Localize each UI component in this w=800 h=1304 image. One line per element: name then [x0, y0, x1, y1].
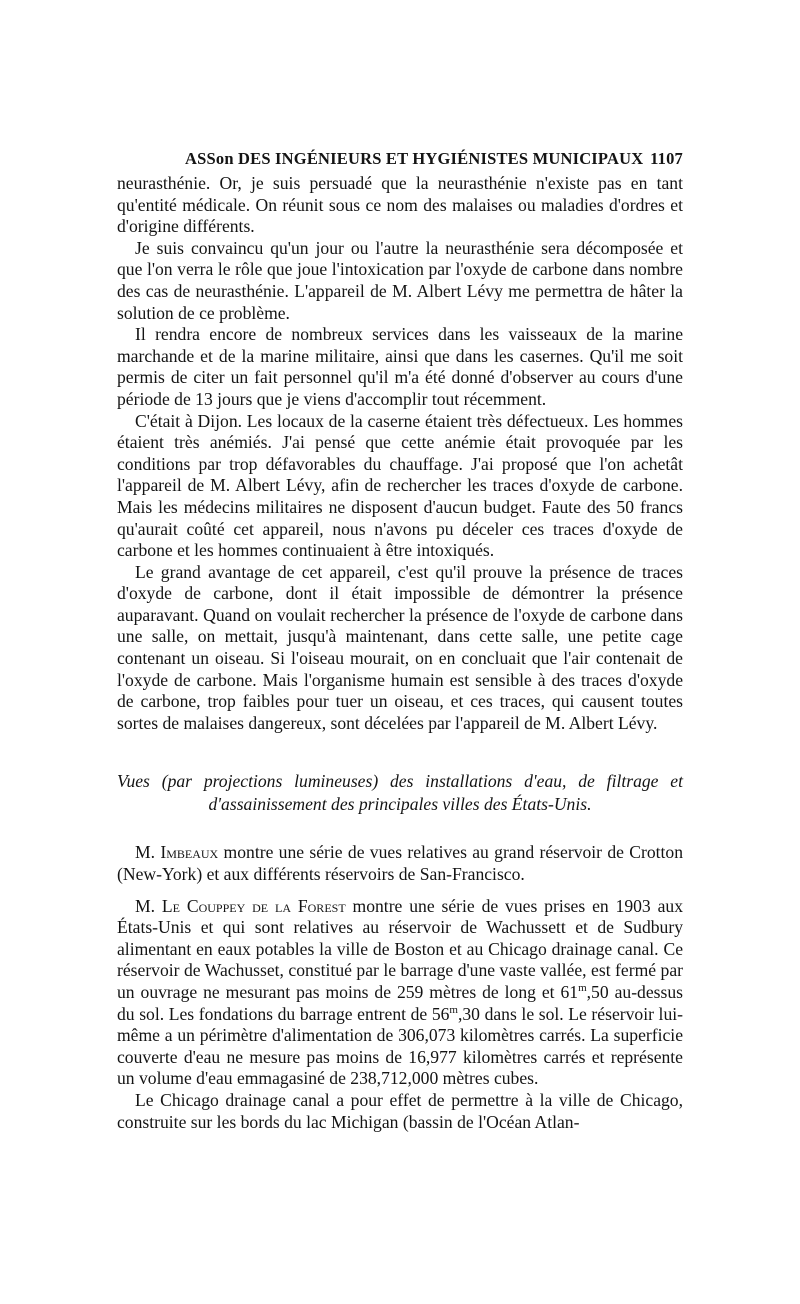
- paragraph: [117, 896, 683, 1090]
- running-header: [117, 145, 683, 173]
- paragraph: Le Chicago drainage canal a pour effet de permettre à la ville de Chicago, construite sur les bords du lac Michigan (bassin de l'Océan Atlan-: [117, 1089, 683, 1132]
- paragraph-text: montre une série de vues relatives au grand réservoir de Crotton (New-York) et aux différents réservoirs de San-Francisco.: [117, 842, 684, 885]
- document-page: [117, 145, 683, 1133]
- paragraph: neurasthénie. Or, je suis persuadé que la neurasthénie n'existe pas en tant qu'entité médicale. On réunit sous ce nom des malaises ou maladies d'ordres et d'origine différents.: [117, 173, 683, 237]
- speaker-name: Imbeaux: [160, 842, 219, 863]
- paragraph: Le grand avantage de cet appareil, c'est qu'il prouve la présence de traces d'oxyde de carbone, dont il était impossible de démontrer la présence auparavant. Quand on voulait rechercher la présence de l'oxyde de carbone dans une salle, on mettait, jusqu'à maintenant, dans cette salle, une petite cage contenant un oiseau. Si l'oiseau mourait, on en concluait que l'air contenait de l'oxyde de carbone. Mais l'organisme humain est sensible à des traces d'oxyde de carbone, trop faibles pour tuer un oiseau, et ces traces, qui causent toutes sortes de malaises dangereux, sont décelées par l'appareil de M. Albert Lévy.: [117, 561, 683, 733]
- paragraph-gap: [117, 886, 683, 896]
- paragraph: C'était à Dijon. Les locaux de la caserne étaient très défectueux. Les hommes étaient très anémiés. J'ai pensé que cette anémie était provoquée par les conditions par trop défavorables du chauffage. J'ai proposé que l'on achetât l'appareil de M. Albert Lévy, afin de rechercher les traces d'oxyde de carbone. Mais les médecins militaires ne disposent d'aucun budget. Faute des 50 francs qu'aurait coûté cet appareil, nous n'avons pu déceler ces traces d'oxyde de carbone et les hommes continuaient à être intoxiqués.: [117, 410, 683, 561]
- superscript-unit: m: [449, 1003, 458, 1016]
- paragraph: Il rendra encore de nombreux services dans les vaisseaux de la marine marchande et de la marine militaire, ainsi que dans les casernes. Qu'il me soit permis de citer un fait personnel qu'il m'a été donné d'observer au cours d'une période de 13 jours que je viens d'accomplir tout récemment.: [117, 324, 683, 409]
- body-text-continued: [117, 842, 683, 1133]
- speaker-prefix: M.: [135, 895, 156, 916]
- body-text: [117, 173, 683, 734]
- header-title: ASSon DES INGÉNIEURS ET HYGIÉNISTES MUNICIPAUX: [185, 149, 644, 168]
- paragraph-text: ,50 au-dessus du sol. Les fondations du barrage entrent de 56: [117, 982, 683, 1024]
- paragraph: Je suis convaincu qu'un jour ou l'autre la neurasthénie sera décomposée et que l'on verra le rôle que joue l'intoxication par l'oxyde de carbone dans nombre des cas de neurasthénie. L'appareil de M. Albert Lévy me permettra de hâter la solution de ce problème.: [117, 237, 683, 323]
- page-number: 1107: [650, 149, 683, 168]
- section-heading-line: d'assainissement des principales villes des États-Unis.: [208, 794, 592, 815]
- paragraph-text: montre une série de vues prises en 1903 aux États-Unis et qui sont relatives au réservoir de Wachussett et de Sudbury alimentant en eaux potables la ville de Boston et au Chicago drainage canal. Ce réservoir de Wachusset, constitué par le barrage d'une vaste vallée, est fermé par un ouvrage ne mesurant pas moins de 259 mètres de long et 61: [117, 895, 683, 1002]
- section-heading: [117, 770, 683, 816]
- speaker-name: Le Couppey de la Forest: [161, 895, 346, 916]
- paragraph-text: ,30 dans le sol. Le réservoir lui-même a un périmètre d'alimentation de 306,073 kilomètres carrés. La superficie couverte d'eau ne mesure pas moins de 16,977 kilomètres carrés et représente un volume d'eau emmagasiné de 238,712,000 mètres cubes.: [117, 1003, 683, 1089]
- paragraph: [117, 842, 683, 885]
- section-heading-line: Vues (par projections lumineuses) des installations d'eau, de filtrage et: [117, 771, 683, 792]
- superscript-unit: m: [578, 982, 587, 995]
- speaker-prefix: M.: [135, 842, 156, 863]
